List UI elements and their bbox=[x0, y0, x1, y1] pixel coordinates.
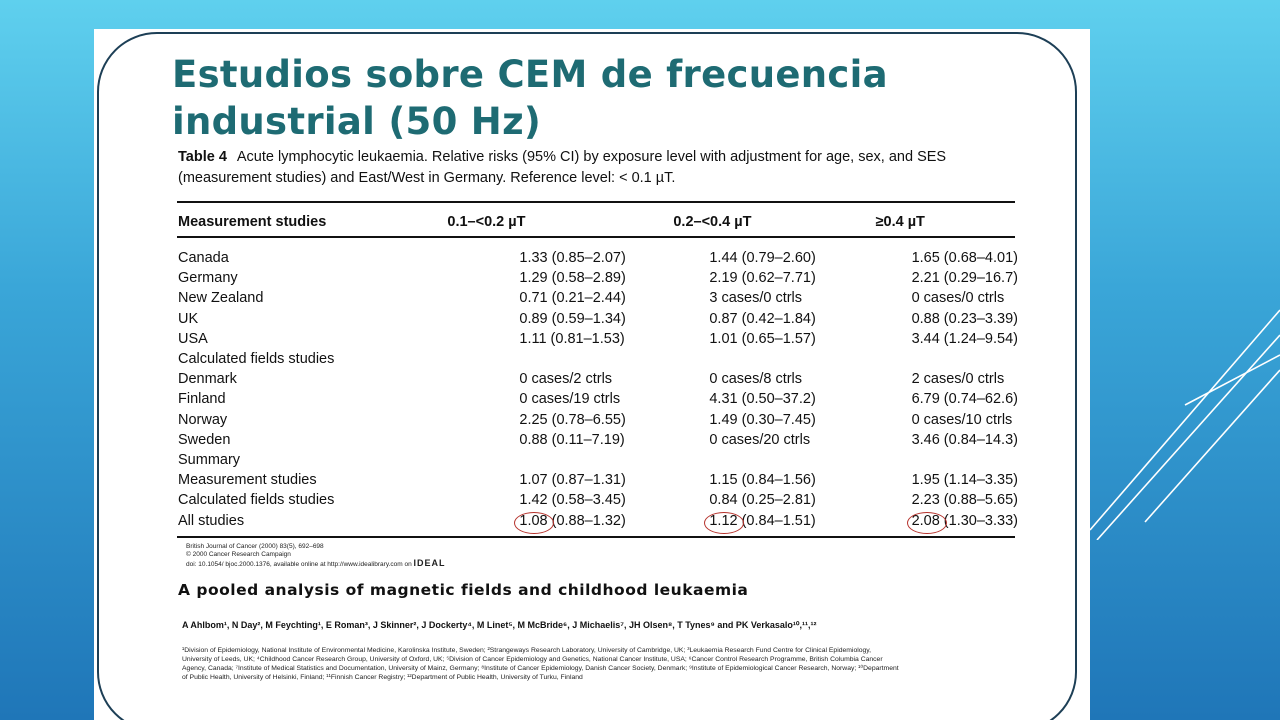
paper-authors: A Ahlbom¹, N Day², M Feychting¹, E Roman³, J Skinner², J Dockerty⁴, M Linet⁵, M McBride⁶, J Michaelis⁷, JH Olsen⁸, T Tynes⁹ and PK Verkasalo¹⁰,¹¹,¹² bbox=[182, 620, 817, 630]
table-cell bbox=[431, 511, 643, 531]
table-cell: 3 cases/0 ctrls bbox=[709, 290, 803, 307]
table-cell bbox=[643, 511, 849, 531]
table-cell: 0 cases/2 ctrls bbox=[519, 371, 613, 388]
table-cell: 6.79 (0.74–62.6) bbox=[911, 391, 1018, 408]
table-cell: 1.44 (0.79–2.60) bbox=[709, 250, 816, 266]
table-cell: 0 cases/0 ctrls bbox=[911, 290, 1005, 307]
row-label: Calculated fields studies bbox=[178, 492, 335, 509]
table-top-rule bbox=[177, 201, 1015, 203]
table-cell: 1.33 (0.85–2.07) bbox=[519, 250, 626, 266]
table-cell: 0 cases/20 ctrls bbox=[709, 431, 811, 448]
table-body bbox=[178, 248, 1018, 531]
confidence-interval: (0.84–1.51) bbox=[741, 512, 816, 529]
table-cell bbox=[850, 349, 1018, 369]
row-label: Sweden bbox=[178, 431, 231, 448]
table-cell: 0.71 (0.21–2.44) bbox=[519, 290, 626, 307]
table-row bbox=[178, 430, 1018, 450]
row-label: Canada bbox=[178, 250, 229, 266]
table-cell: 1.15 (0.84–1.56) bbox=[709, 472, 816, 489]
table-cell bbox=[431, 450, 643, 470]
table-cell: 0.84 (0.25–2.81) bbox=[709, 492, 816, 509]
table-row bbox=[178, 309, 1018, 329]
ideal-logo: IDEAL bbox=[413, 558, 446, 568]
header-cell: 0.2–<0.4 µT bbox=[673, 213, 752, 230]
header-cell: 0.1–<0.2 µT bbox=[447, 213, 526, 230]
table-header-row bbox=[178, 204, 1018, 240]
credit-doi: doi: 10.1054/ bjoc.2000.1376, available online at http://www.idealibrary.com on bbox=[186, 561, 412, 568]
estimate-value: 1.12 bbox=[709, 512, 738, 529]
table-cell: 1.42 (0.58–3.45) bbox=[519, 492, 626, 509]
table-cell: 2.25 (0.78–6.55) bbox=[519, 411, 626, 428]
table-cell bbox=[643, 450, 849, 470]
highlighted-estimate bbox=[709, 513, 737, 529]
table-row bbox=[178, 369, 1018, 389]
table-cell bbox=[850, 511, 1018, 531]
row-label: Measurement studies bbox=[178, 472, 317, 489]
table-cell: 2 cases/0 ctrls bbox=[911, 371, 1005, 388]
table-cell: 1.07 (0.87–1.31) bbox=[519, 472, 626, 489]
paper-affiliations: ¹Division of Epidemiology, National Institute of Environmental Medicine, Karolinska Institute, Sweden; ²Strangeways Research Laboratory, University of Cambridge, UK; ³Leukaemia Research Fund Centre for Clinical Epidemiology, University of Leeds, UK; ⁴Childhood Cancer Research Group, University of Oxford, UK; ⁵Division of Cancer Epidemiology and Genetics, National Cancer Institute, USA; ⁶Cancer Control Research Programme, British Columbia Cancer Agency, Canada; ⁷Institute of Medical Statistics and Documentation, University of Mainz, Germany; ⁸Institute of Cancer Epidemiology, Danish Cancer Society, Denmark; ⁹Institute of Epidemiological Cancer Research, Norway; ¹⁰Department of Public Health, University of Helsinki, Finland; ¹¹Finnish Cancer Registry; ¹²Department of Public Health, University of Turku, Finland bbox=[182, 647, 899, 681]
row-label: Denmark bbox=[178, 371, 237, 388]
table-row bbox=[178, 470, 1018, 490]
slide-content bbox=[94, 29, 1090, 720]
deco-line bbox=[1185, 355, 1280, 405]
table-cell: 1.11 (0.81–1.53) bbox=[519, 330, 625, 347]
table-cell: 2.23 (0.88–5.65) bbox=[911, 492, 1018, 509]
row-label: Germany bbox=[178, 270, 238, 287]
table-cell: 2.21 (0.29–16.7) bbox=[911, 270, 1018, 287]
table-row bbox=[178, 450, 1018, 470]
table-row bbox=[178, 268, 1018, 288]
header-cell: Measurement studies bbox=[178, 213, 327, 230]
table-cell: 0 cases/19 ctrls bbox=[519, 391, 621, 408]
credit-line: British Journal of Cancer (2000) 83(5), 692–698 bbox=[186, 543, 324, 550]
table-row bbox=[178, 248, 1018, 268]
relative-risk-table bbox=[178, 204, 1018, 531]
row-label: Summary bbox=[178, 452, 241, 469]
highlight-circle bbox=[514, 512, 554, 534]
deco-line bbox=[1097, 335, 1280, 540]
highlight-circle bbox=[907, 512, 947, 534]
row-label: Finland bbox=[178, 391, 226, 408]
row-label: Norway bbox=[178, 411, 228, 428]
paper-title: A pooled analysis of magnetic fields and childhood leukaemia bbox=[178, 581, 749, 599]
row-label: USA bbox=[178, 330, 208, 347]
table-cell: 1.65 (0.68–4.01) bbox=[911, 250, 1018, 266]
table-cell: 1.01 (0.65–1.57) bbox=[709, 330, 816, 347]
table-cell: 1.49 (0.30–7.45) bbox=[709, 411, 816, 428]
table-row bbox=[178, 329, 1018, 349]
deco-line bbox=[1090, 310, 1280, 530]
estimate-value: 1.08 bbox=[519, 512, 548, 529]
credit-line: © 2000 Cancer Research Campaign bbox=[186, 551, 291, 558]
table-label: Table 4 bbox=[178, 149, 227, 165]
table-cell: 0.88 (0.11–7.19) bbox=[519, 431, 625, 448]
row-label: All studies bbox=[178, 512, 245, 529]
table-cell: 2.19 (0.62–7.71) bbox=[709, 270, 816, 287]
table-cell: 0.89 (0.59–1.34) bbox=[519, 310, 626, 327]
row-label: UK bbox=[178, 310, 199, 327]
table-caption bbox=[178, 147, 1038, 189]
slide-title: Estudios sobre CEM de frecuencia industrial (50 Hz) bbox=[172, 53, 888, 143]
table-cell: 0 cases/10 ctrls bbox=[911, 411, 1013, 428]
table-cell bbox=[850, 450, 1018, 470]
table-cell: 0 cases/8 ctrls bbox=[709, 371, 803, 388]
table-cell bbox=[431, 349, 643, 369]
table-cell: 1.29 (0.58–2.89) bbox=[519, 270, 626, 287]
confidence-interval: (1.30–3.33) bbox=[943, 512, 1018, 529]
table-caption-text: Acute lymphocytic leukaemia. Relative risks (95% CI) by exposure level with adjustment for age, sex, and SES (measurement studies) and East/West in Germany. Reference level: < 0.1 µT. bbox=[178, 149, 947, 186]
highlighted-estimate bbox=[519, 513, 547, 529]
table-row bbox=[178, 288, 1018, 308]
table-row bbox=[178, 490, 1018, 510]
table-cell bbox=[643, 349, 849, 369]
table-cell: 0.87 (0.42–1.84) bbox=[709, 310, 816, 327]
table-cell: 1.95 (1.14–3.35) bbox=[911, 472, 1018, 489]
deco-line bbox=[1145, 370, 1280, 522]
row-label: New Zealand bbox=[178, 290, 264, 307]
journal-credit bbox=[186, 543, 446, 569]
table-cell: 3.44 (1.24–9.54) bbox=[911, 330, 1018, 347]
highlighted-estimate bbox=[912, 513, 940, 529]
estimate-value: 2.08 bbox=[911, 512, 940, 529]
table-row bbox=[178, 410, 1018, 430]
credit-line bbox=[186, 559, 446, 569]
table-bottom-rule bbox=[177, 536, 1015, 538]
row-label: Calculated fields studies bbox=[178, 351, 335, 368]
table-row bbox=[178, 349, 1018, 369]
decorative-lines bbox=[1085, 300, 1280, 540]
table-row bbox=[178, 389, 1018, 409]
table-cell: 0.88 (0.23–3.39) bbox=[911, 310, 1018, 327]
header-cell: ≥0.4 µT bbox=[875, 213, 925, 230]
table-row-all-studies bbox=[178, 511, 1018, 531]
table-cell: 4.31 (0.50–37.2) bbox=[709, 391, 816, 408]
confidence-interval: (0.88–1.32) bbox=[551, 512, 626, 529]
table-cell: 3.46 (0.84–14.3) bbox=[911, 431, 1018, 448]
highlight-circle bbox=[704, 512, 744, 534]
